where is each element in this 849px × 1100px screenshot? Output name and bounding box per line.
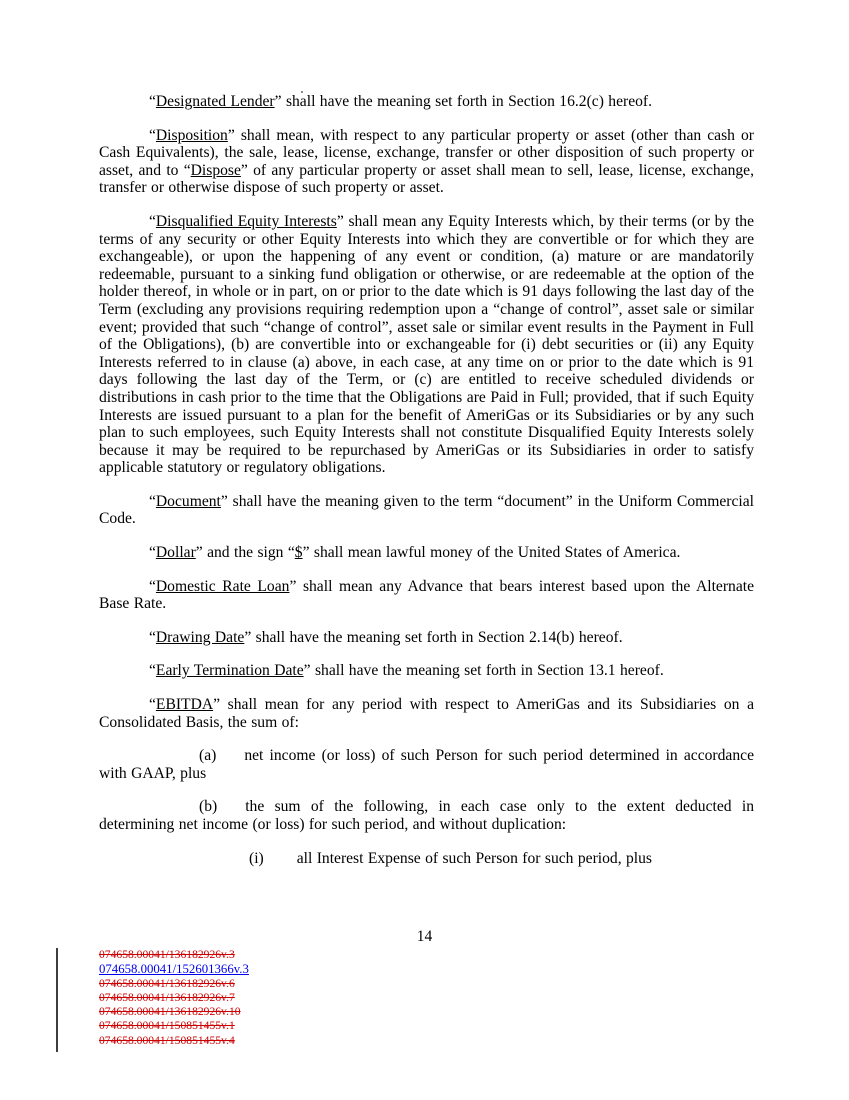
text-segment: ” shall have the meaning set forth in Section 16.2(c) hereof. xyxy=(274,93,653,110)
clause-paragraph xyxy=(99,747,754,782)
revision-id-deleted: 074658.00041/136182926v.7 xyxy=(99,990,235,1004)
definition-paragraph xyxy=(99,662,754,680)
clause-label: (b) xyxy=(199,798,218,816)
revision-id-deleted: 074658.00041/136182926v.6 xyxy=(99,976,235,990)
text-segment: ” shall have the meaning set forth in Section 2.14(b) hereof. xyxy=(244,628,623,646)
definition-paragraph xyxy=(99,127,754,197)
text-segment: “ xyxy=(149,212,156,230)
page-number: 14 xyxy=(416,928,433,945)
definition-paragraph xyxy=(99,544,754,562)
text-segment: “ xyxy=(149,492,156,510)
revision-id-deleted: 074658.00041/136182926v.3 xyxy=(99,948,235,961)
defined-term: Domestic Rate Loan xyxy=(155,577,290,595)
text-segment: “ xyxy=(149,577,156,595)
text-segment: ” shall have the meaning set forth in Section 13.1 hereof. xyxy=(303,662,664,680)
text-segment: “ xyxy=(149,126,156,144)
defined-term: Dispose xyxy=(190,161,241,179)
text-segment: “ xyxy=(149,696,156,714)
text-segment: ” shall mean lawful money of the United States of America. xyxy=(302,544,681,562)
text-segment: ” shall have the meaning given to the term “document” in the Uniform Commercial Code. xyxy=(99,492,754,528)
defined-term: Drawing Date xyxy=(155,628,245,646)
revision-id-deleted: 074658.00041/136182926v.10 xyxy=(99,1005,241,1019)
revision-id-inserted: 074658.00041/152601366v.3 xyxy=(99,962,249,977)
text-segment: “ xyxy=(149,93,156,110)
defined-term: Disqualified Equity Interests xyxy=(155,212,337,230)
definition-paragraph xyxy=(99,93,754,111)
text-segment: ” shall mean any Equity Interests which, by their terms (or by the terms of any security or other Equity Interests into which they are convertible or for which they are exchangeable), or upon the happening of any event or condition, (a) mature or are mandatorily redeemable, pursuant to a sinking fund obligation or otherwise, or are redeemable at the option of the holder thereof, in whole or in part, on or prior to the date which is 91 days following the last day of the Term (excluding any provisions requiring redemption upon a “change of control”, asset sale or similar event; provided that such “change of control”, asset sale or similar event results in the Payment in Full of the Obligations), (b) are convertible into or exchangeable for (i) debt securities or (ii) any Equity Interests referred to in clause (a) above, in each case, at any time on or prior to the date which is 91 days following the last day of the Term, or (c) are entitled to receive scheduled dividends or distributions in cash prior to the time that the Obligations are Paid in Full; provided, that if such Equity Interests are issued pursuant to a plan for the benefit of AmeriGas or its Subsidiaries or by any such plan to such employees, such Equity Interests shall not constitute Disqualified Equity Interests solely because it may be required to be repurchased by AmeriGas or its Subsidiaries in order to satisfy applicable statutory or regulatory obligations. xyxy=(99,212,754,477)
revision-id-deleted: 074658.00041/150851455v.4 xyxy=(99,1033,235,1047)
text-segment: ” and the sign “ xyxy=(195,544,295,562)
defined-term: Early Termination Date xyxy=(155,662,304,680)
clause-paragraph xyxy=(99,850,754,868)
text-segment: “ xyxy=(149,628,156,646)
text-segment: “ xyxy=(149,662,156,680)
defined-term: Document xyxy=(155,492,221,510)
clause-label: (a) xyxy=(199,747,217,765)
text-segment: the sum of the following, in each case only to the extent deducted in determining net income (or loss) for such period, and without duplication: xyxy=(99,798,754,833)
defined-term: Dollar xyxy=(155,544,196,562)
definition-paragraph xyxy=(99,213,754,477)
defined-term: $ xyxy=(294,544,303,562)
text-segment: “ xyxy=(149,544,156,562)
text-segment: ” of any particular property or asset shall mean to sell, lease, license, exchange, transfer or otherwise dispose of such property or asset. xyxy=(99,161,754,197)
text-segment: net income (or loss) of such Person for such period determined in accordance with GAAP, plus xyxy=(99,747,754,782)
revision-change-bar xyxy=(56,948,58,1052)
text-segment: ” shall mean, with respect to any particular property or asset (other than cash or Cash Equivalents), the sale, lease, license, exchange, transfer or other disposition of such property or asset, and to “ xyxy=(99,126,754,179)
text-segment: ” shall mean any Advance that bears interest based upon the Alternate Base Rate. xyxy=(99,577,755,613)
definition-paragraph xyxy=(99,696,754,731)
revision-id-list xyxy=(99,948,249,1048)
clause-label: (i) xyxy=(249,849,264,867)
document-body xyxy=(99,93,754,867)
text-segment: all Interest Expense of such Person for such period, plus xyxy=(296,849,652,867)
clause-paragraph xyxy=(99,798,754,833)
defined-term: EBITDA xyxy=(155,696,214,714)
revision-id-deleted: 074658.00041/150851455v.1 xyxy=(99,1019,235,1033)
defined-term: Designated Lender xyxy=(155,93,275,110)
defined-term: Disposition xyxy=(155,126,228,144)
text-segment: ” shall mean for any period with respect to AmeriGas and its Subsidiaries on a Consolidated Basis, the sum of: xyxy=(99,696,754,731)
definition-paragraph xyxy=(99,493,754,528)
definition-paragraph xyxy=(99,629,754,647)
definition-paragraph xyxy=(99,578,754,613)
